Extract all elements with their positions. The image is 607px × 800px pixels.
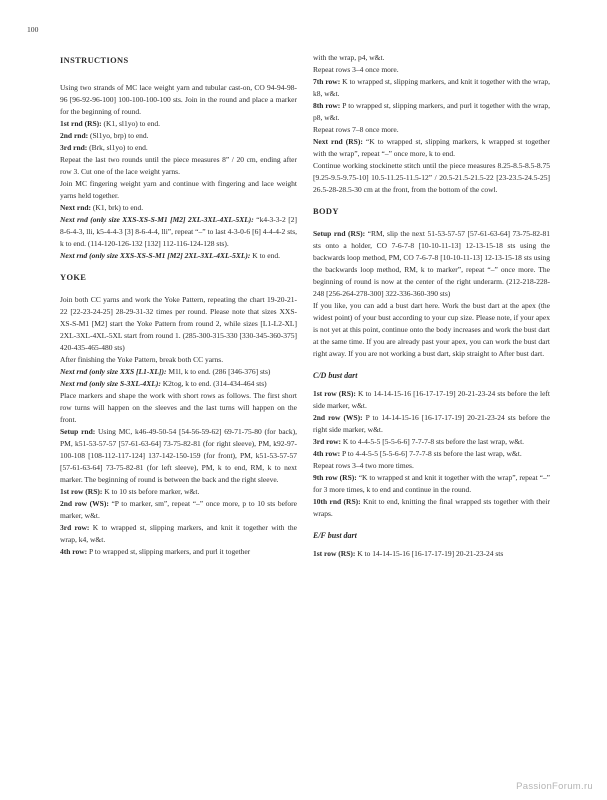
instruction-row: 1st row (RS): K to 14-14-15-16 [16-17-17-19] 20-21-23-24 sts before the left side marker, w&t. bbox=[313, 389, 550, 410]
continued-text: with the wrap, p4, w&t. bbox=[313, 53, 385, 62]
short-rows-paragraph: Place markers and shape the work with short rows as follows. The first short row turns will happen on the sleeves and the last turns will happen on the front. bbox=[60, 391, 297, 424]
instruction-row: 1st row (RS): K to 10 sts before marker, w&t. bbox=[60, 487, 200, 496]
instruction-row: Setup rnd (RS): “RM, slip the next 51-53-57-57 [57-61-63-64] 73-75-82-81 sts onto a holder, CO 7-6-7-8 [10-10-11-13] 12-13-15-18 sts using the backwards loop method, PM, CO 7-6-7-8 [10-10-11-13] 12-13-15-18 sts using the backwards loop method, RM, k to marker”, repeat “–” once more. The beginning of round is now at the center of the right underarm. (212-218-228-248 [256-264-278-300] 322-336-360-390 sts) bbox=[313, 229, 550, 298]
right-column bbox=[313, 52, 550, 560]
intro-paragraph: Using two strands of MC lace weight yarn and tubular cast-on, CO 94-94-98-96 [96-92-96-100] 100-100-100-100 sts. Join in the round and place a marker for the beginning of round. bbox=[60, 83, 297, 116]
repeat-paragraph: Repeat the last two rounds until the piece measures 8” / 20 cm, ending after row 3. Cut one of the lace weight yarns. bbox=[60, 155, 297, 176]
instruction-row: 8th row: P to wrapped st, slipping markers, and purl it together with the wrap, p8, w&t. bbox=[313, 101, 551, 122]
continue-paragraph: Continue working stockinette stitch until the piece measures 8.25-8.5-8.5-8.75 [9.25-9.5-9.75-10] 10.5-11.25-11.5-12” / 20.5-21.5-21.5-22 [23-23.5-24.5-25] 26.5-28-28.5-30 cm at the front, from the bottom of the cowl. bbox=[313, 161, 550, 194]
after-yoke-paragraph: After finishing the Yoke Pattern, break both CC yarns. bbox=[60, 355, 224, 364]
yoke-heading: YOKE bbox=[60, 273, 87, 282]
watermark: PassionForum.ru bbox=[516, 781, 593, 792]
instructions-heading: INSTRUCTIONS bbox=[60, 56, 129, 65]
repeat-line: Repeat rows 3–4 once more. bbox=[313, 65, 399, 74]
repeat-line: Repeat rows 3–4 two more times. bbox=[313, 461, 414, 470]
cd-bust-dart-heading: C/D bust dart bbox=[313, 371, 358, 380]
instruction-row: 3rd row: K to wrapped st, slipping markers, and knit it together with the wrap, k4, w&t. bbox=[60, 523, 297, 544]
instruction-row: 3rd row: K to 4-4-5-5 [5-5-6-6] 7-7-7-8 sts before the last wrap, w&t. bbox=[313, 437, 525, 446]
instruction-row: Next rnd (only size XXS-XS-S-M1 [M2] 2XL-3XL-4XL-5XL): “k4-3-3-2 [2] 8-6-4-3, lli, k5-4-4-3 [3] 8-6-4-4, lli”, repeat “–” to last 4-3-0-6 [6] 4-4-4-2 sts, k to end. (114-120-126-132 [132] 112-116-124-128 sts). bbox=[60, 215, 297, 248]
body-heading: BODY bbox=[313, 207, 339, 216]
instruction-row: 2nd rnd: (Sl1yo, brp) to end. bbox=[60, 131, 149, 140]
bust-dart-paragraph: If you like, you can add a bust dart here. Work the bust dart at the apex (the widest point) of your bust according to your cup size. Please note, if your apex is not yet at this point, continue onto the body increases and work the bust dart at the same time. If you are already past your apex, you can work the bust dart right away. If you are not working a bust dart, skip straight to After bust dart. bbox=[313, 301, 550, 358]
instruction-row: 3rd rnd: (Brk, sl1yo) to end. bbox=[60, 143, 148, 152]
instruction-row: 2nd row (WS): “P to marker, sm”, repeat “–” once more, p to 10 sts before marker, w&t. bbox=[60, 499, 297, 520]
left-column bbox=[60, 55, 297, 558]
join-paragraph: Join MC fingering weight yarn and continue with fingering and lace weight yarns held together. bbox=[60, 179, 297, 200]
instruction-row: 7th row: K to wrapped st, slipping markers, and knit it together with the wrap, k8, w&t. bbox=[313, 77, 550, 98]
instruction-row: Next rnd: (K1, brk) to end. bbox=[60, 203, 144, 212]
ef-bust-dart-heading: E/F bust dart bbox=[313, 531, 357, 540]
instruction-row: 1st row (RS): K to 14-14-15-16 [16-17-17-19] 20-21-23-24 sts bbox=[313, 549, 504, 558]
instruction-row: 4th row: P to 4-4-5-5 [5-5-6-6] 7-7-7-8 sts before the last wrap, w&t. bbox=[313, 449, 522, 458]
instruction-row: Next rnd (RS): “K to wrapped st, slipping markers, k wrapped st together with the wrap”, repeat “–” once more, k to end. bbox=[313, 137, 551, 158]
yoke-paragraph: Join both CC yarns and work the Yoke Pattern, repeating the chart 19-20-21-22 [22-23-24-25] 28-29-31-32 times per round. Please note that sizes XXS-XS-S-M1 [M2] start the Yoke Pattern from round 2, while sizes [L1-L2-XL] 2XL-3XL-4XL-5XL start from round 1. (285-300-315-330 [330-345-360-375] 420-435-465-480 sts) bbox=[60, 295, 297, 352]
instruction-row: 9th row (RS): “K to wrapped st and knit it together with the wrap”, repeat “–” for 3 more times, k to end and continue in the round. bbox=[313, 473, 551, 494]
instruction-row: Setup rnd: Using MC, k46-49-50-54 [54-56-59-62] 69-71-75-80 (for back), PM, k51-53-57-57 [57-61-63-64] 73-75-82-81 (for right sleeve), PM, k92-97-100-108 [108-112-117-124] 137-142-150-159 (for front), PM, k51-53-57-57 [57-61-63-64] 73-75-82-81 (for left sleeve), PM, k to end, RM, k to next marker. The beginning of round is between the back and the right sleeve. bbox=[60, 427, 297, 484]
instruction-row: 1st rnd (RS): (K1, sl1yo) to end. bbox=[60, 119, 160, 128]
instruction-row: 4th row: P to wrapped st, slipping markers, and purl it together bbox=[60, 547, 251, 556]
instruction-row: Next rnd (only size XXS [L1-XL]): M1l, k to end. (286 [346-376] sts) bbox=[60, 367, 271, 376]
instruction-row: Next rnd (only size S-3XL-4XL): K2tog, k to end. (314-434-464 sts) bbox=[60, 379, 267, 388]
instruction-row: 2nd row (WS): P to 14-14-15-16 [16-17-17-19] 20-21-23-24 sts before the right side marker, w&t. bbox=[313, 413, 550, 434]
page-number: 100 bbox=[27, 25, 39, 34]
repeat-line: Repeat rows 7–8 once more. bbox=[313, 125, 399, 134]
instruction-row: Next rnd (only size XXS-XS-S-M1 [M2] 2XL-3XL-4XL-5XL): K to end. bbox=[60, 251, 281, 260]
instruction-row: 10th rnd (RS): Knit to end, knitting the final wrapped sts together with their wraps. bbox=[313, 497, 550, 518]
